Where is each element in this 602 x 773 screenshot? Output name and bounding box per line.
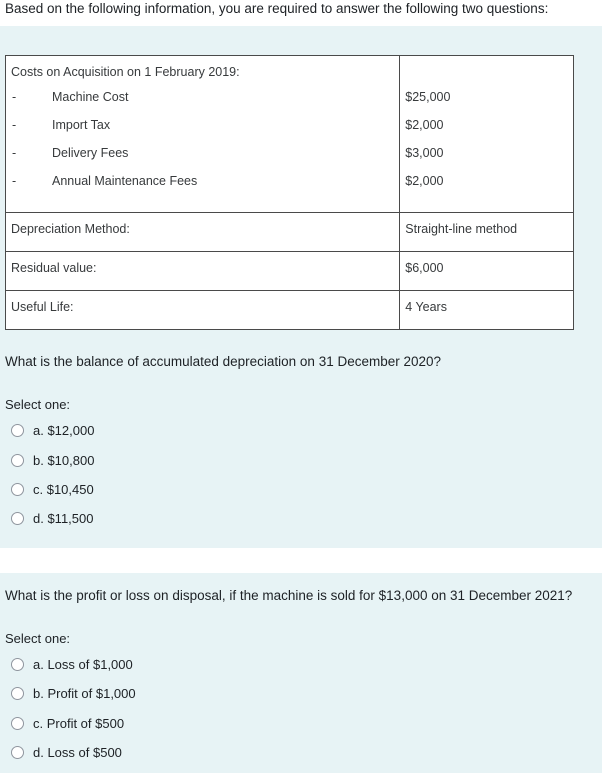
costs-value-cell [400, 56, 574, 213]
q1-option-d[interactable] [11, 508, 93, 528]
radio-button[interactable] [11, 746, 24, 759]
information-table [5, 55, 574, 330]
cost-item-value: $2,000 [405, 118, 444, 132]
question-2-text: What is the profit or loss on disposal, if the machine is sold for $13,000 on 31 December 2021? [5, 588, 573, 603]
option-label: d. Loss of $500 [33, 744, 122, 760]
residual-value: $6,000 [405, 261, 444, 275]
option-label: a. $12,000 [33, 422, 95, 438]
cost-item-label: Annual Maintenance Fees [52, 174, 198, 188]
option-label: a. Loss of $1,000 [33, 656, 133, 672]
option-label: c. Profit of $500 [33, 715, 125, 731]
radio-button[interactable] [11, 454, 24, 467]
useful-life-row [6, 291, 574, 330]
cost-item [6, 174, 399, 212]
q1-option-c[interactable] [11, 479, 94, 499]
cost-item-label: Machine Cost [52, 90, 129, 104]
cost-item [6, 146, 399, 174]
radio-button[interactable] [11, 717, 24, 730]
q2-option-d[interactable] [11, 742, 122, 762]
question-1-text: What is the balance of accumulated depreciation on 31 December 2020? [5, 354, 442, 369]
cost-item-label: Delivery Fees [52, 146, 129, 160]
cost-item-value: $25,000 [405, 90, 451, 104]
option-label: c. $10,450 [33, 481, 94, 497]
dash-bullet: - [12, 90, 17, 104]
cost-item [6, 90, 399, 118]
radio-button[interactable] [11, 658, 24, 671]
dash-bullet: - [12, 174, 17, 188]
select-one-label: Select one: [5, 397, 71, 412]
q1-option-a[interactable] [11, 420, 94, 440]
select-one-label: Select one: [5, 631, 71, 646]
dash-bullet: - [12, 146, 17, 160]
depreciation-label: Depreciation Method: [11, 222, 130, 236]
radio-button[interactable] [11, 687, 24, 700]
costs-heading: Costs on Acquisition on 1 February 2019: [11, 65, 240, 79]
cost-item-value: $2,000 [405, 174, 444, 188]
question-2-card [0, 573, 602, 773]
costs-row [6, 56, 574, 213]
depreciation-value: Straight-line method [405, 222, 518, 236]
q1-option-b[interactable] [11, 450, 94, 470]
useful-life-value: 4 Years [405, 300, 447, 314]
option-label: b. $10,800 [33, 452, 95, 468]
instructions-text: Based on the following information, you are required to answer the following two questions: [5, 1, 549, 16]
residual-label: Residual value: [11, 261, 97, 275]
cost-item-value: $3,000 [405, 146, 444, 160]
q2-option-a[interactable] [11, 654, 133, 674]
question-1-card [0, 26, 602, 548]
radio-button[interactable] [11, 512, 24, 525]
q2-option-b[interactable] [11, 683, 136, 703]
option-label: d. $11,500 [33, 510, 94, 526]
depreciation-row [6, 213, 574, 252]
cost-item-label: Import Tax [52, 118, 111, 132]
cost-item [6, 118, 399, 146]
useful-life-label: Useful Life: [11, 300, 74, 314]
radio-button[interactable] [11, 483, 24, 496]
option-label: b. Profit of $1,000 [33, 685, 136, 701]
radio-button[interactable] [11, 424, 24, 437]
costs-label-cell [6, 56, 400, 213]
dash-bullet: - [12, 118, 17, 132]
residual-row [6, 252, 574, 291]
q2-option-c[interactable] [11, 713, 124, 733]
